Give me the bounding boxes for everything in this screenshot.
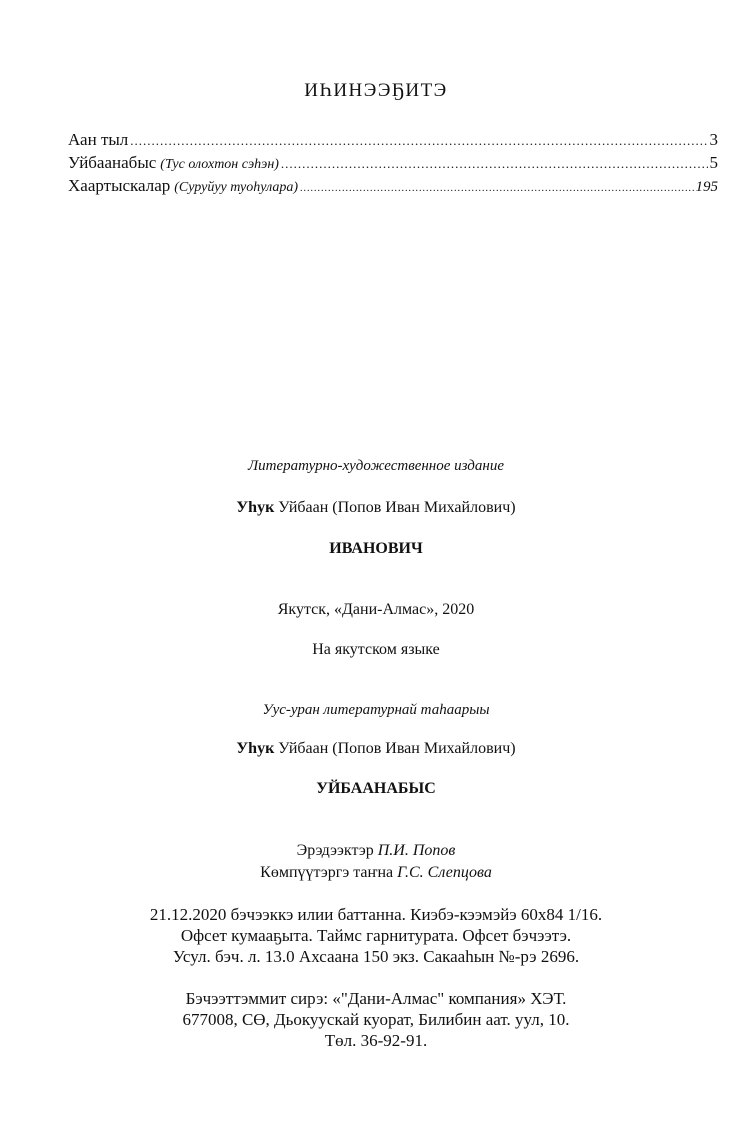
toc-leader-dots [300,177,693,200]
author-name: Уйбаан (Попов Иван Михайлович) [278,499,516,516]
toc-entry-label: Уйбаанабыс [68,153,157,172]
publisher-details-line: Бэчээттэммит сирэ: «"Дани-Алмас" компания» ХЭТ. [185,989,567,1008]
publisher-line-ru: Якутск, «Дани-Алмас», 2020 [277,601,475,618]
toc-entry-label: Аан тыл [68,130,129,149]
author-line-ru [0,499,752,517]
toc-entry-subtitle: (Тус олохтон сэһэн) [160,157,279,172]
language-line-ru: На якутском языке [312,641,440,658]
layout-name: Г.С. Слепцова [397,864,492,881]
publisher-details-line: 677008, СӨ, Дьокуускай куорат, Билибин аат. уул, 10. [182,1010,570,1029]
table-of-contents [68,128,718,197]
toc-entry[interactable] [68,128,718,151]
toc-entry-label: Хаартыскалар [68,176,171,195]
toc-entry-page: 5 [709,153,718,172]
publisher-details-line: Төл. 36-92-91. [324,1031,428,1050]
toc-leader-dots [281,152,708,175]
toc-entry-page: 3 [709,130,718,149]
edition-type-sakha: Уус-уран литературнай таһаарыы [262,702,490,718]
layout-line [0,864,752,882]
toc-entry-subtitle: (Суруйуу туоһулара) [174,180,299,195]
edition-type-ru: Литературно-художественное издание [248,458,504,474]
print-details-line: Усул. бэч. л. 13.0 Ахсаана 150 экз. Сакааһын №-рэ 2696. [172,947,580,966]
author-pseudonym: Уһук [236,499,275,516]
contents-title: ИҺИНЭЭҔИТЭ [304,80,448,101]
toc-entry[interactable] [68,174,718,197]
editor-line [0,842,752,860]
toc-leader-dots [130,129,707,152]
book-title-sakha: УЙБААНАБЫС [316,780,436,797]
book-title-ru: ИВАНОВИЧ [329,540,423,557]
author-line-sakha [0,740,752,758]
toc-entry-page: 195 [695,179,718,195]
editor-name: П.И. Попов [377,842,456,859]
editor-label: Эрэдээктэр [296,842,374,859]
author-pseudonym: Уһук [236,740,275,757]
toc-entry[interactable] [68,151,718,174]
print-details-line: 21.12.2020 бэчээккэ илии баттанна. Киэбэ-кээмэйэ 60х84 1/16. [149,905,603,924]
author-name: Уйбаан (Попов Иван Михайлович) [278,740,516,757]
print-details-line: Офсет кумааҕыта. Таймс гарнитурата. Офсет бэчээтэ. [180,926,572,945]
layout-label: Көмпүүтэргэ таҥна [260,864,394,881]
